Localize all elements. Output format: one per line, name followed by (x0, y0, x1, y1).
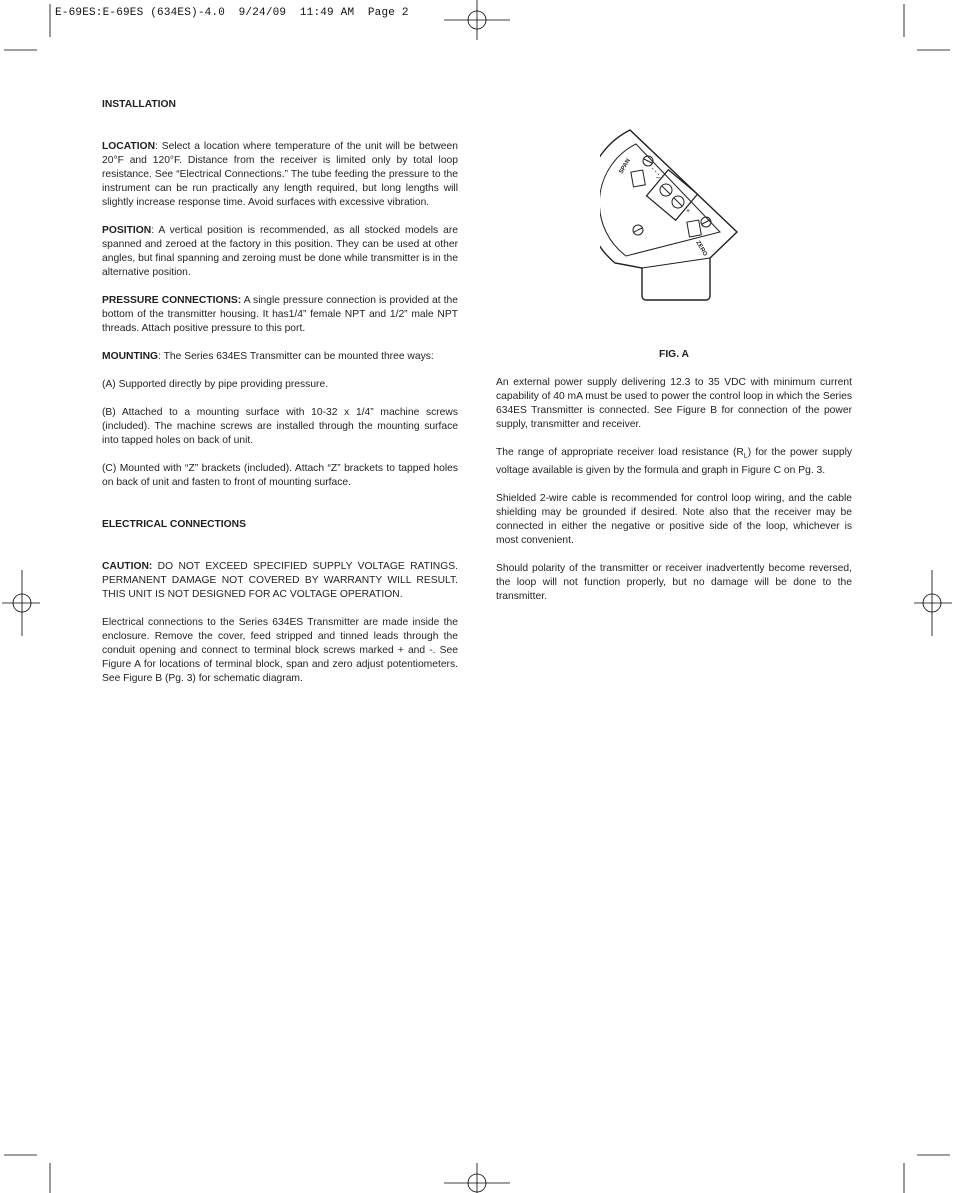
caution-paragraph (102, 560, 458, 602)
left-column (102, 98, 458, 700)
mount-option-b: (B) Attached to a mounting surface with 10-32 x 1/4” machine screws (included). The machine screws are installed through the mounting surface into tapped holes on back of unit. (102, 407, 458, 446)
right-column (496, 376, 852, 618)
pressure-connections-label: PRESSURE CONNECTIONS: (102, 295, 242, 306)
shielded-cable-paragraph: Shielded 2-wire cable is recommended for control loop wiring, and the cable shielding may be grounded if desired. Note also that the receiver may be connected in either the negative or positive side of the loop, whichever is most convenient. (496, 493, 852, 547)
caution-label: CAUTION: (102, 561, 153, 572)
mount-option-a: (A) Supported directly by pipe providing pressure. (102, 379, 329, 390)
load-resistance-text-start: The range of appropriate receiver load resistance (R (496, 447, 744, 458)
mounting-label: MOUNTING (102, 351, 159, 362)
figure-a-caption: FIG. A (659, 349, 689, 360)
location-label: LOCATION (102, 141, 156, 152)
zero-label: ZERO (694, 240, 708, 258)
figure-a-transmitter-diagram (600, 128, 740, 303)
electrical-connections-paragraph: Electrical connections to the Series 634ES Transmitter are made inside the enclosure. Remove the cover, feed stripped and tinned leads through the conduit opening and connect to terminal block screws marked + and -. See Figure A for locations of terminal block, span and zero adjust potentiometers. See Figure B (Pg. 3) for schematic diagram. (102, 617, 458, 684)
location-paragraph (102, 140, 458, 210)
pressure-connections-paragraph (102, 294, 458, 336)
minus-terminal-label: – (656, 173, 661, 182)
print-slug-line: E-69ES:E-69ES (634ES)-4.0 9/24/09 11:49 AM Page 2 (55, 7, 409, 19)
location-text: : Select a location where temperature of the unit will be between 20°F and 120°F. Distance from the receiver is limited only by total loop resistance. See “Electrical Connections.” The tube feeding the pressure to the instrument can be run practically any length required, but long lengths will slightly increase response time. Avoid surfaces with excessive vibration. (102, 141, 458, 208)
load-resistance-text-end: ) for the power supply voltage available is given by the formula and graph in Figure C on Pg. 3. (496, 447, 853, 477)
mounting-text: : The Series 634ES Transmitter can be mounted three ways: (158, 351, 434, 362)
electrical-connections-heading: ELECTRICAL CONNECTIONS (102, 519, 246, 530)
load-resistance-paragraph (496, 446, 852, 478)
mounting-paragraph (102, 350, 458, 364)
pressure-connections-text: A single pressure connection is provided at the bottom of the transmitter housing. It has1/4” female NPT and 1/2” male NPT threads. Attach positive pressure to this port. (102, 295, 458, 334)
mount-option-c: (C) Mounted with “Z” brackets (included). Attach “Z” brackets to tapped holes on back of unit and fasten to front of mounting surface. (102, 463, 458, 488)
plus-terminal-label: + (686, 208, 691, 215)
caution-text: DO NOT EXCEED SPECIFIED SUPPLY VOLTAGE RATINGS. PERMANENT DAMAGE NOT COVERED BY WARRANTY WILL RESULT. THIS UNIT IS NOT DESIGNED FOR AC VOLTAGE OPERATION. (102, 561, 458, 600)
installation-heading: INSTALLATION (102, 99, 176, 110)
polarity-paragraph: Should polarity of the transmitter or receiver inadvertently become reversed, the loop will not function properly, but no damage will be done to the transmitter. (496, 563, 852, 603)
power-supply-paragraph: An external power supply delivering 12.3 to 35 VDC with minimum current capability of 40 mA must be used to power the control loop in which the Series 634ES Transmitter is connected. See Figure B for connection of the power supply, transmitter and receiver. (496, 377, 853, 430)
load-resistance-subscript: L (743, 453, 748, 461)
position-text: : A vertical position is recommended, as all stocked models are spanned and zeroed at the factory in this position. They can be used at other angles, but final spanning and zeroing must be done while transmitter is in the alternative position. (102, 225, 458, 278)
position-paragraph (102, 224, 458, 280)
span-label: SPAN (618, 157, 632, 175)
position-label: POSITION (102, 225, 152, 236)
